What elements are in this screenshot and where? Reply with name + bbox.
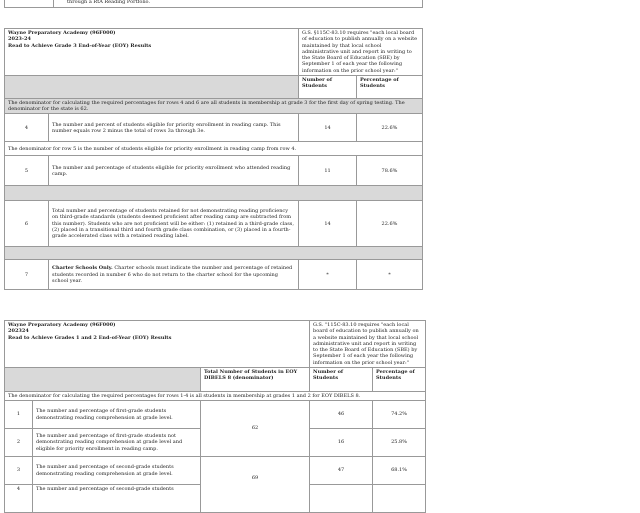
row-description: The number and percentage of first-grade students not demonstrating reading comprehension at grade level and eligible for priority enrollment in reading camp. [33,429,201,457]
school-name: Wayne Preparatory Academy (96F000) [8,30,116,36]
col-percent-students: Percentage of Students [373,367,426,391]
gray-separator-row [5,247,423,260]
denominator-row [5,391,426,400]
statute-text: G.S. "115C-83.10 requires "each local board of education to publish annually on a website maintained by that local school administrative unit and report in writing to the State Board of Education (SBE) by September 1 of each year the following information on the prior school year:" [310,321,426,368]
row-number: 1 [5,401,33,429]
previous-table-number-cell [5,0,54,7]
total-students-grade2: 69 [201,457,310,513]
column-header-blank [5,75,299,98]
statute-text: G.S. §115C-83.10 requires "each local board of education to publish annually on a website maintained by that local school administrative unit and report in writing to the State Board of Education (SBE) by September 1 of each year the following information on the prior school year:" [299,29,423,76]
table-subtitle: Read to Achieve Grade 3 End-of-Year (EOY) Results [8,42,152,49]
col-number-students: Number of Students [299,75,357,98]
row-percent: 22.6% [357,201,423,247]
row-description: The number and percentage of second-grade students [33,485,201,513]
row-percent [373,485,426,513]
denominator-note-2: The denominator for row 5 is the number of students eligible for priority enrollment in reading camp from row 4. [5,142,423,156]
row-number: 7 [5,260,49,290]
denominator-row [5,98,423,114]
gray-separator [5,247,423,260]
column-header-blank [5,367,201,391]
row-description: Total number and percentage of students retained for not demonstrating reading proficiency on third-grade standards (students deemed proficient after reading camp are subtracted from this number). Students who are not proficient will be either: (1) retained in a third-grade class, (2) placed in a transitional third and fourth grade class combination, or (3) placed in a fourth-grade accelerated class with a retained reading label. [49,201,299,247]
row-number: 4 [5,114,49,142]
row-students: 14 [299,114,357,142]
table-row [5,260,423,290]
row-description: The number and percentage of second-grade students demonstrating reading comprehension at grade level. [33,457,201,485]
col-number-students: Number of Students [310,367,373,391]
gray-separator-row [5,186,423,201]
table-subtitle: Read to Achieve Grades 1 and 2 End-of-Year (EOY) Results [8,334,172,341]
table-row [5,156,423,186]
header-row [5,321,426,368]
charter-only-label: Charter Schools Only. [52,265,113,272]
row-students: 16 [310,429,373,457]
denominator-note-1: The denominator for calculating the required percentages for rows 4 and 6 are all students in membership at grade 3 for the first day of spring testing. The denominator for the state is 62. [5,98,423,114]
row-students: 14 [299,201,357,247]
denominator-note: The denominator for calculating the required percentages for rows 1-4 is all students in membership at grades 1 and 2 for EOY DIBELS 8. [5,391,426,400]
row-description: The number and percentage of students eligible for priority enrollment who attended reading camp. [49,156,299,186]
row-students: * [299,260,357,290]
denominator-row [5,142,423,156]
school-year: 2023-24 [8,36,31,43]
gray-separator [5,186,423,201]
table-row [5,114,423,142]
grades-1-2-results-table [4,320,426,513]
row-number: 4 [5,485,33,513]
row-students: 46 [310,401,373,429]
school-name: Wayne Preparatory Academy (96F000) [8,322,116,328]
school-year: 202324 [8,328,29,335]
previous-table-text: through a RtA Reading Portfolio. [67,0,151,5]
row-percent: * [357,260,423,290]
col-total-students: Total Number of Students in EOY DIBELS 8 (denominator) [201,367,310,391]
column-header-row [5,367,426,391]
table-row [5,457,426,485]
header-row [5,29,423,76]
grade3-results-table [4,28,423,290]
col-percent-students: Percentage of Students [357,75,423,98]
table-row [5,401,426,429]
row-percent: 74.2% [373,401,426,429]
row-description: The number and percentage of first-grade students demonstrating reading comprehension at grade level. [33,401,201,429]
row-number: 2 [5,429,33,457]
row-percent: 78.6% [357,156,423,186]
row-number: 6 [5,201,49,247]
school-title-cell [5,29,299,76]
row-percent: 68.1% [373,457,426,485]
row-students: 11 [299,156,357,186]
table-row [5,201,423,247]
school-title-cell [5,321,310,368]
row-percent: 22.6% [357,114,423,142]
row-students [310,485,373,513]
row-number: 5 [5,156,49,186]
row-number: 3 [5,457,33,485]
row-percent: 25.8% [373,429,426,457]
charter-only-text: Charter schools must indicate the number and percentage of retained students recorded in number 6 who do not return to the charter school for the upcoming school year. [52,265,293,284]
total-students-grade1: 62 [201,401,310,457]
row-description: The number and percent of students eligible for priority enrollment in reading camp. This number equals row 2 minus the total of rows 3a through 3e. [49,114,299,142]
row-students: 47 [310,457,373,485]
row-description [49,260,299,290]
previous-table-fragment [4,0,423,8]
column-header-row [5,75,423,98]
